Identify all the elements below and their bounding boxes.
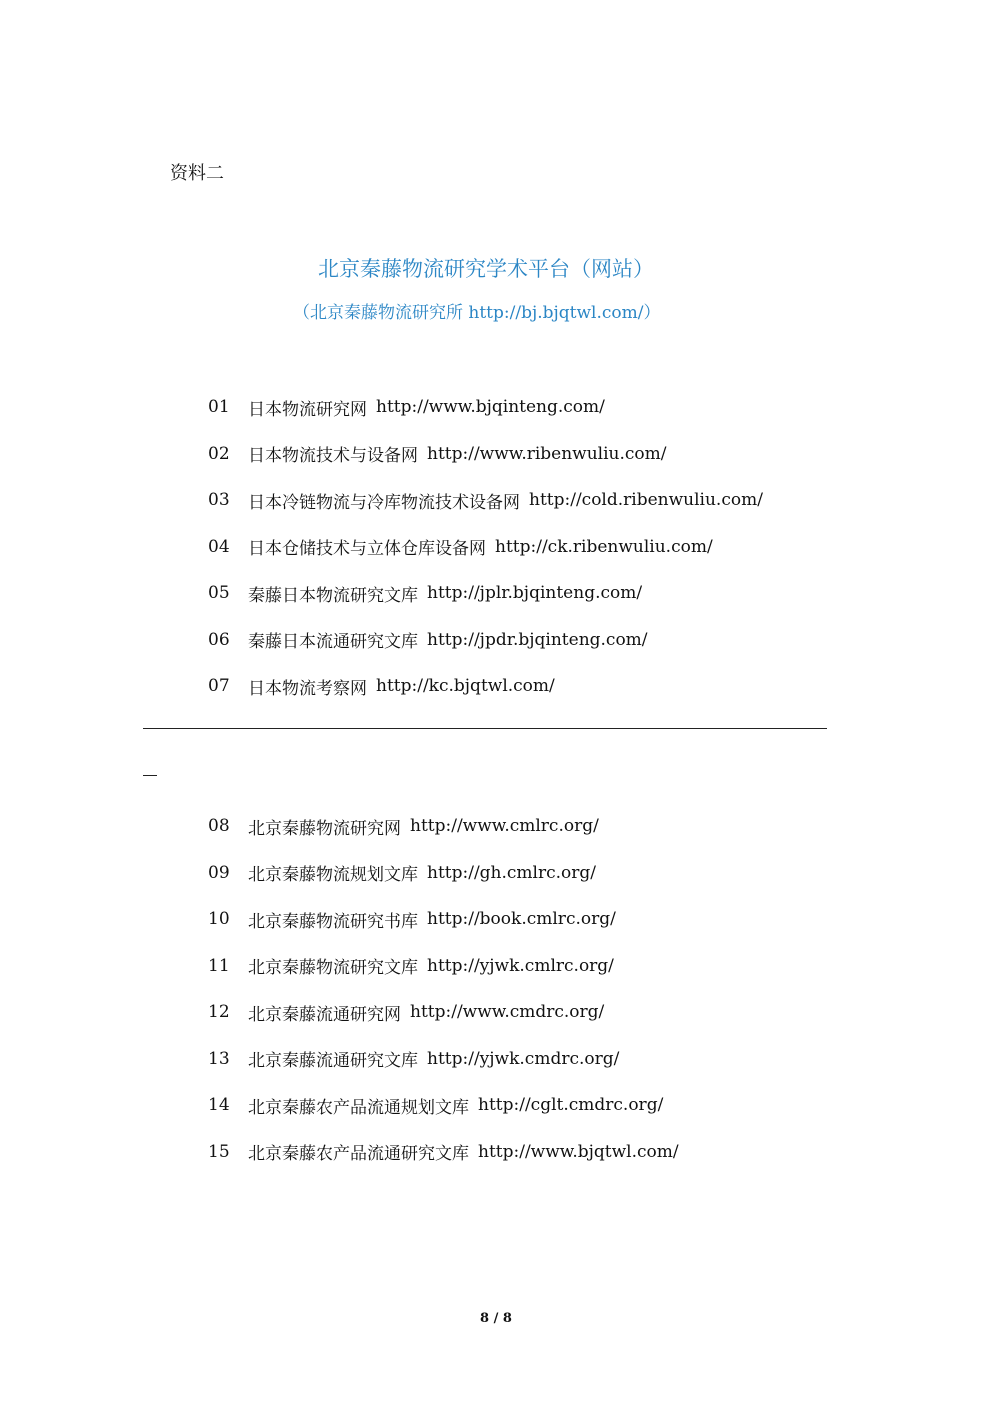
- site-name: 北京秦藤流通研究文库: [248, 1051, 418, 1072]
- site-item[interactable]: [208, 1036, 679, 1083]
- site-url[interactable]: http://www.cmlrc.org/: [410, 816, 599, 837]
- site-name: 北京秦藤流通研究网: [248, 1004, 401, 1025]
- site-number: 02: [208, 443, 230, 464]
- site-number: 10: [208, 909, 230, 930]
- site-list-group-2: [208, 803, 679, 1175]
- site-name: 北京秦藤物流研究文库: [248, 958, 418, 979]
- site-name: 秦藤日本流通研究文库: [248, 632, 418, 653]
- site-number: 15: [208, 1141, 230, 1162]
- site-item[interactable]: [208, 384, 763, 431]
- site-number: 08: [208, 816, 230, 837]
- site-number: 05: [208, 583, 230, 604]
- site-name: 北京秦藤物流研究网: [248, 818, 401, 839]
- platform-title: [0, 254, 992, 284]
- site-item[interactable]: [208, 524, 763, 571]
- site-item[interactable]: [208, 1129, 679, 1176]
- site-url[interactable]: http://cold.ribenwuliu.com/: [529, 490, 763, 511]
- site-name: 日本物流考察网: [248, 678, 367, 699]
- site-name: 日本物流研究网: [248, 399, 367, 420]
- site-item[interactable]: [208, 663, 763, 710]
- site-url[interactable]: http://yjwk.cmlrc.org/: [427, 955, 614, 976]
- site-number: 06: [208, 629, 230, 650]
- site-url[interactable]: http://kc.bjqtwl.com/: [376, 676, 555, 697]
- site-url[interactable]: http://book.cmlrc.org/: [427, 909, 616, 930]
- site-name: 日本仓储技术与立体仓库设备网: [248, 539, 486, 560]
- site-name: 北京秦藤物流研究书库: [248, 911, 418, 932]
- site-item[interactable]: [208, 477, 763, 524]
- site-item[interactable]: [208, 989, 679, 1036]
- site-url[interactable]: http://www.cmdrc.org/: [410, 1002, 605, 1023]
- site-item[interactable]: [208, 570, 763, 617]
- site-name: 日本冷链物流与冷库物流技术设备网: [248, 492, 520, 513]
- divider-line: [143, 728, 827, 729]
- site-number: 13: [208, 1048, 230, 1069]
- site-item[interactable]: [208, 1082, 679, 1129]
- site-url[interactable]: http://www.ribenwuliu.com/: [427, 443, 667, 464]
- platform-subtitle: （北京秦藤物流研究所 http://bj.bjqtwl.com/）: [293, 303, 661, 323]
- site-number: 09: [208, 862, 230, 883]
- site-number: 04: [208, 536, 230, 557]
- platform-title-text: 北京秦藤物流研究学术平台（网站）: [318, 257, 654, 281]
- site-name: 北京秦藤农产品流通规划文库: [248, 1097, 469, 1118]
- site-number: 03: [208, 490, 230, 511]
- site-number: 01: [208, 397, 230, 418]
- site-url[interactable]: http://www.bjqinteng.com/: [376, 397, 605, 418]
- site-name: 北京秦藤农产品流通研究文库: [248, 1144, 469, 1165]
- site-number: 14: [208, 1095, 230, 1116]
- site-item[interactable]: [208, 617, 763, 664]
- site-item[interactable]: [208, 896, 679, 943]
- page-number: 8 / 8: [480, 1311, 512, 1326]
- site-url[interactable]: http://ck.ribenwuliu.com/: [495, 536, 713, 557]
- site-url[interactable]: http://www.bjqtwl.com/: [478, 1141, 679, 1162]
- site-url[interactable]: http://yjwk.cmdrc.org/: [427, 1048, 620, 1069]
- site-number: 07: [208, 676, 230, 697]
- divider-line-tail: [143, 775, 157, 776]
- site-list-group-1: [208, 384, 763, 710]
- site-item[interactable]: [208, 943, 679, 990]
- site-url[interactable]: http://jplr.bjqinteng.com/: [427, 583, 643, 604]
- site-name: 秦藤日本物流研究文库: [248, 585, 418, 606]
- section-label: 资料二: [170, 163, 224, 184]
- site-url[interactable]: http://jpdr.bjqinteng.com/: [427, 629, 648, 650]
- site-number: 12: [208, 1002, 230, 1023]
- site-name: 日本物流技术与设备网: [248, 446, 418, 467]
- site-item[interactable]: [208, 803, 679, 850]
- site-name: 北京秦藤物流规划文库: [248, 865, 418, 886]
- site-item[interactable]: [208, 850, 679, 897]
- site-number: 11: [208, 955, 230, 976]
- site-url[interactable]: http://gh.cmlrc.org/: [427, 862, 597, 883]
- site-item[interactable]: [208, 431, 763, 478]
- site-url[interactable]: http://cglt.cmdrc.org/: [478, 1095, 664, 1116]
